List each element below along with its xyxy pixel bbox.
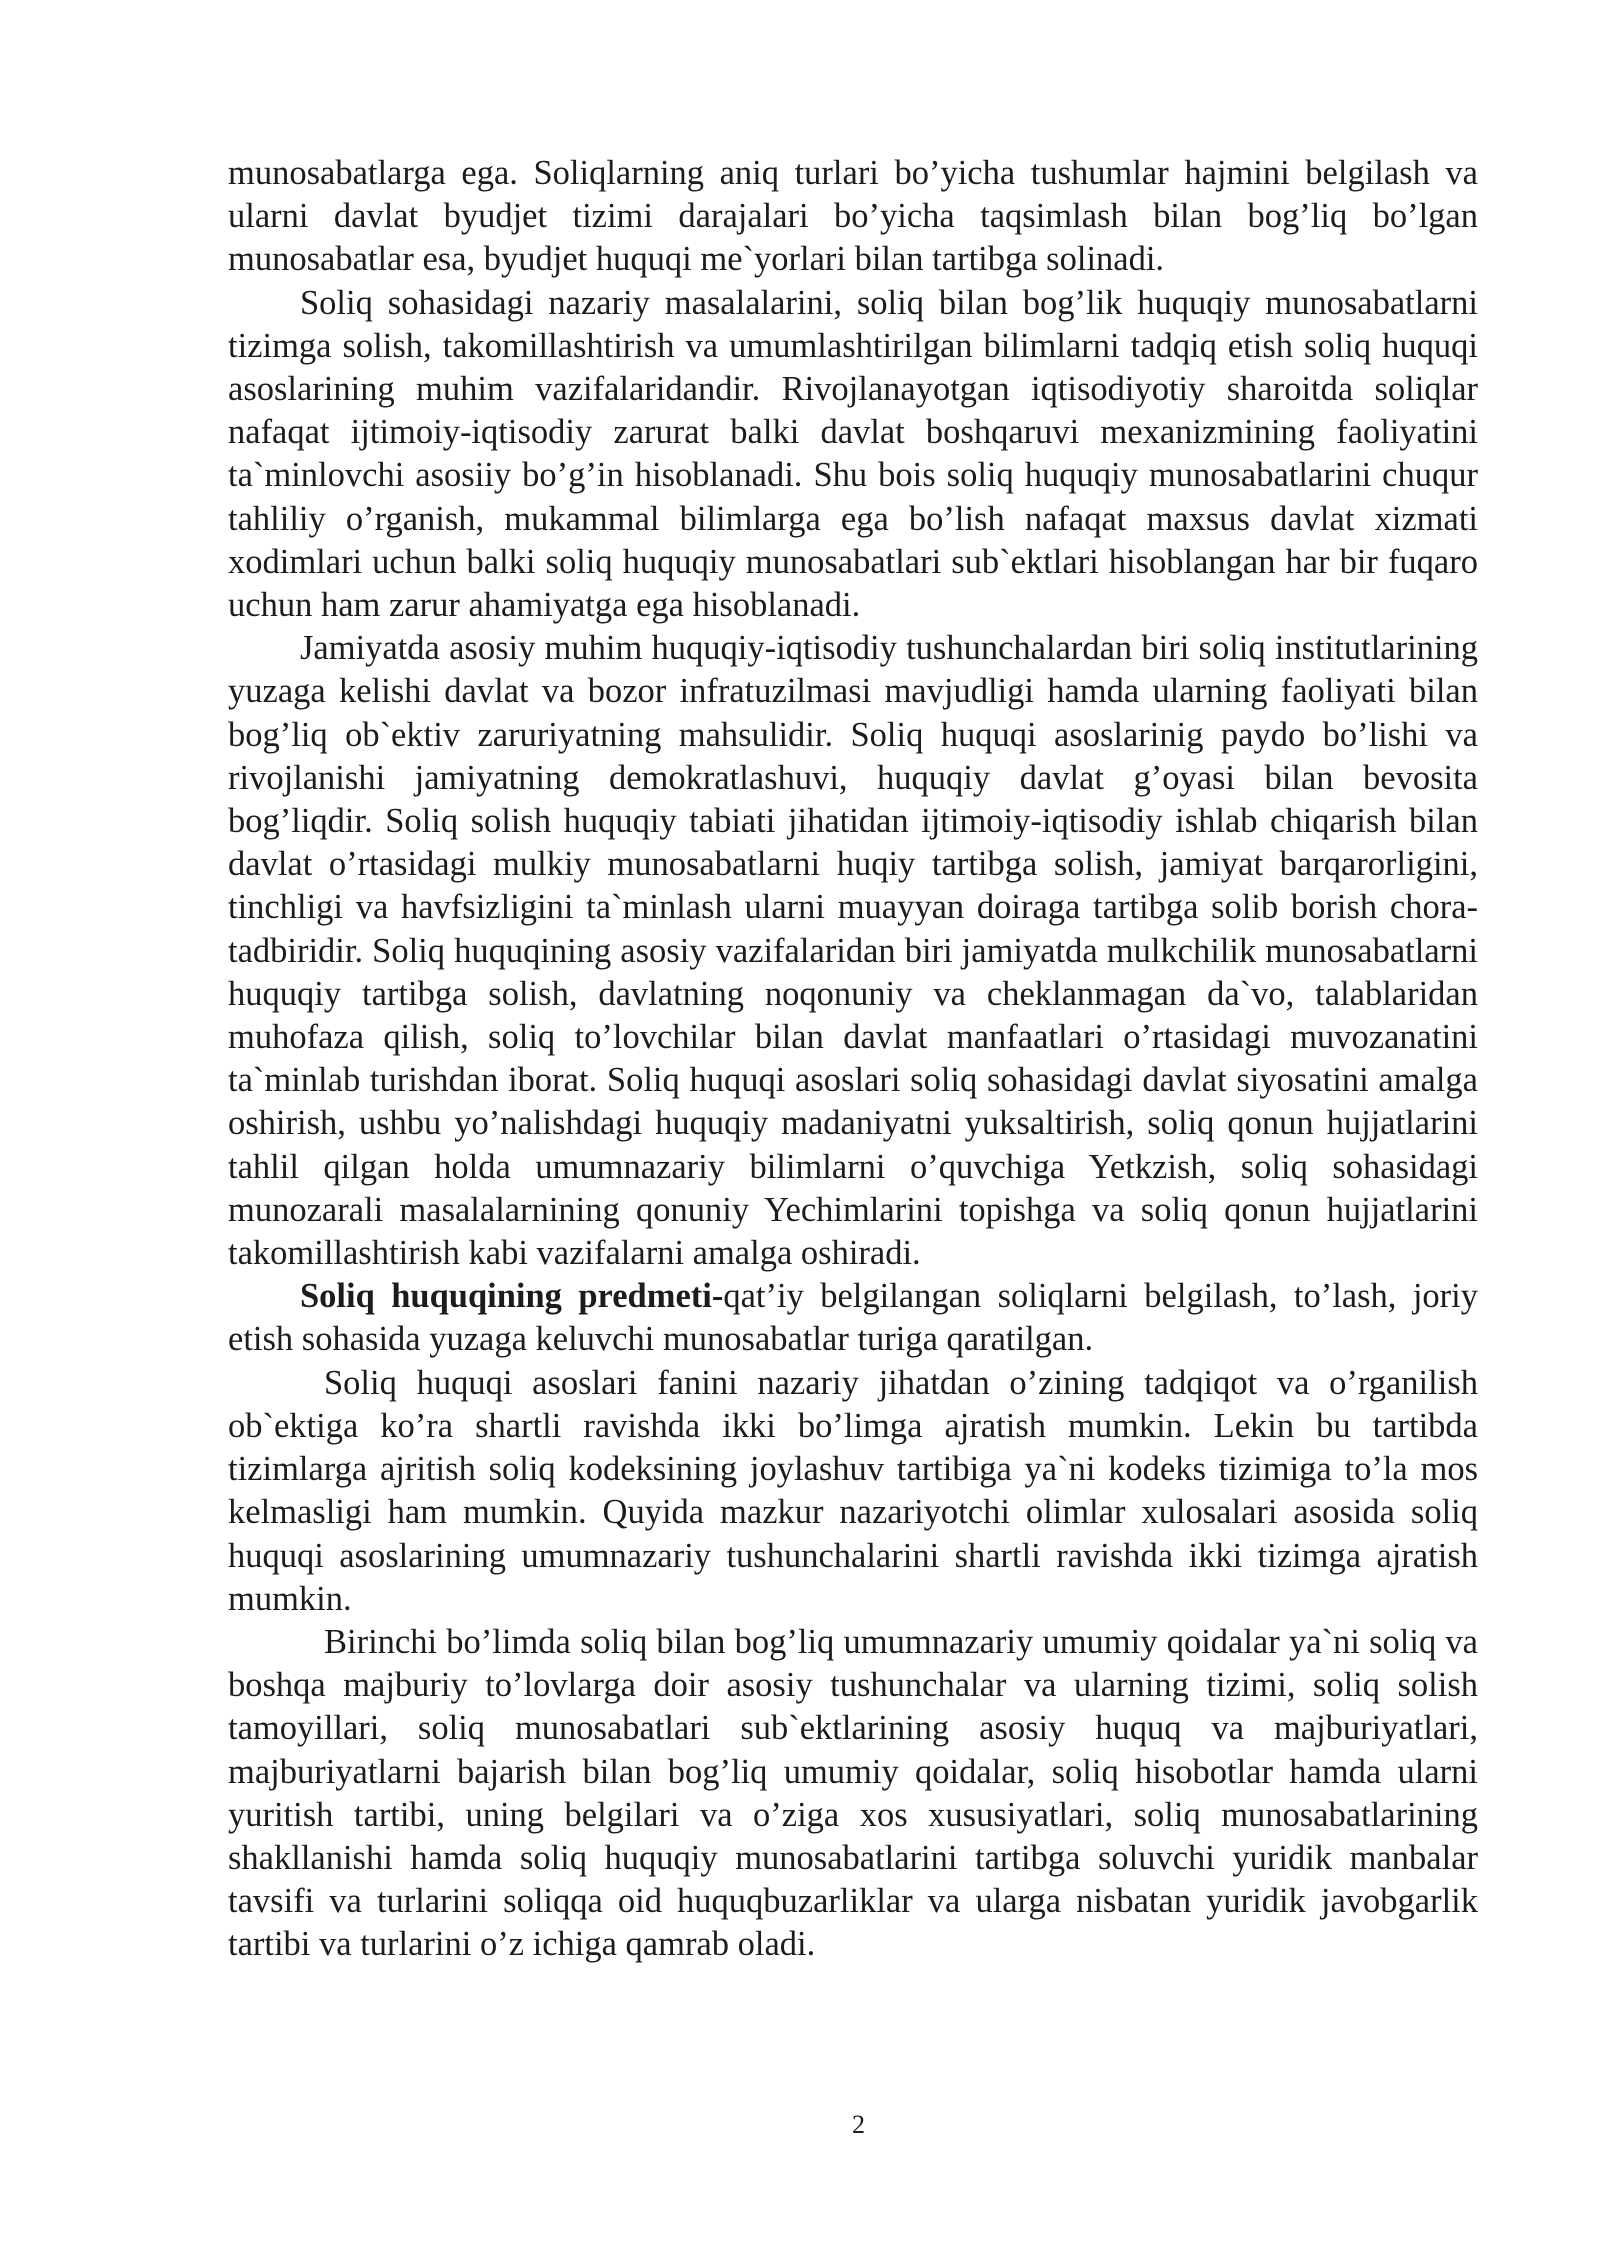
- paragraph-continuation: munosabatlarga ega. Soliqlarning aniq turlari bo’yicha tushumlar hajmini belgilash va ularni davlat byudjet tizimi darajalari bo’yicha taqsimlash bilan bog’liq bo’lgan munosabatlar esa, byudjet huquqi me`yorlari bilan tartibga solinadi.: [228, 154, 1478, 279]
- paragraph-first-section: Birinchi bo’limda soliq bilan bog’liq umumnazariy umumiy qoidalar ya`ni soliq va boshqa majburiy to’lovlarga doir asosiy tushunchalar va ularning tizimi, soliq solish tamoyillari, soliq munosabatlari sub`ektlarining asosiy huquq va majburiyatlari, majburiyatlarni bajarish bilan bog’liq umumiy qoidalar, soliq hisobotlar hamda ularni yuritish tartibi, uning belgilari va o’ziga xos xususiyatlari, soliq munosabatlarining shakllanishi hamda soliq huquqiy munosabatlarini tartibga soluvchi yuridik manbalar tavsifi va turlarini soliqqa oid huquqbuzarliklar va ularga nisbatan yuridik javobgarlik tartibi va turlarini o’z ichiga qamrab oladi.: [228, 1622, 1478, 1964]
- document-page: [228, 152, 1478, 1967]
- paragraph-two-sections: Soliq huquqi asoslari fanini nazariy jihatdan o’zining tadqiqot va o’rganilish ob`ektiga ko’ra shartli ravishda ikki bo’limga ajratish mumkin. Lekin bu tartibda tizimlarga ajritish soliq kodeksining joylashuv tartibiga ya`ni kodeks tizimiga to’la mos kelmasligi ham mumkin. Quyida mazkur nazariyotchi olimlar xulosalari asosida soliq huquqi asoslarining umumnazariy tushunchalarini shartli ravishda ikki tizimga ajratish mumkin.: [228, 1363, 1478, 1618]
- page-number: 2: [852, 2110, 865, 2139]
- definition-text: qat’iy belgilangan soliqlarni belgilash, to’lash, joriy etish sohasida yuzaga keluvchi munosabatlar turiga qaratilgan.: [228, 1277, 1478, 1359]
- defined-term: Soliq huquqining predmeti-: [300, 1277, 724, 1316]
- paragraph-theoretical-issues: Soliq sohasidagi nazariy masalalarini, soliq bilan bog’lik huquqiy munosabatlarni tizimga solish, takomillashtirish va umumlashtirilgan bilimlarni tadqiq etish soliq huquqi asoslarining muhim vazifalaridandir. Rivojlanayotgan iqtisodiyotiy sharoitda soliqlar nafaqat ijtimoiy-iqtisodiy zarurat balki davlat boshqaruvi mexanizmining faoliyatini ta`minlovchi asosiiy bo’g’in hisoblanadi. Shu bois soliq huquqiy munosabatlarini chuqur tahliliy o’rganish, mukammal bilimlarga ega bo’lish nafaqat maxsus davlat xizmati xodimlari uchun balki soliq huquqiy munosabatlari sub`ektlari hisoblangan har bir fuqaro uchun ham zarur ahamiyatga ega hisoblanadi.: [228, 283, 1478, 625]
- paragraph-tax-institutions: Jamiyatda asosiy muhim huquqiy-iqtisodiy tushunchalardan biri soliq institutlarining yuzaga kelishi davlat va bozor infratuzilmasi mavjudligi hamda ularning faoliyati bilan bog’liq ob`ektiv zaruriyatning mahsulidir. Soliq huquqi asoslarinig paydo bo’lishi va rivojlanishi jamiyatning demokratlashuvi, huquqiy davlat g’oyasi bilan bevosita bog’liqdir. Soliq solish huquqiy tabiati jihatidan ijtimoiy-iqtisodiy ishlab chiqarish bilan davlat o’rtasidagi mulkiy munosabatlarni huqiy tartibga solish, jamiyat barqarorligini, tinchligi va havfsizligini ta`minlash ularni muayyan doiraga tartibga solib borish chora-tadbiridir. Soliq huquqining asosiy vazifalaridan biri jamiyatda mulkchilik munosabatlarni huquqiy tartibga solish, davlatning noqonuniy va cheklanmagan da`vo, talablaridan muhofaza qilish, soliq to’lovchilar bilan davlat manfaatlari o’rtasidagi muvozanatini ta`minlab turishdan iborat. Soliq huquqi asoslari soliq sohasidagi davlat siyosatini amalga oshirish, ushbu yo’nalishdagi huquqiy madaniyatni yuksaltirish, soliq qonun hujjatlarini tahlil qilgan holda umumnazariy bilimlarni o’quvchiga Yetkzish, soliq sohasidagi munozarali masalalarnining qonuniy Yechimlarini topishga va soliq qonun hujjatlarini takomillashtirish kabi vazifalarni amalga oshiradi.: [228, 629, 1478, 1273]
- paragraph-subject-definition: [228, 1275, 1478, 1361]
